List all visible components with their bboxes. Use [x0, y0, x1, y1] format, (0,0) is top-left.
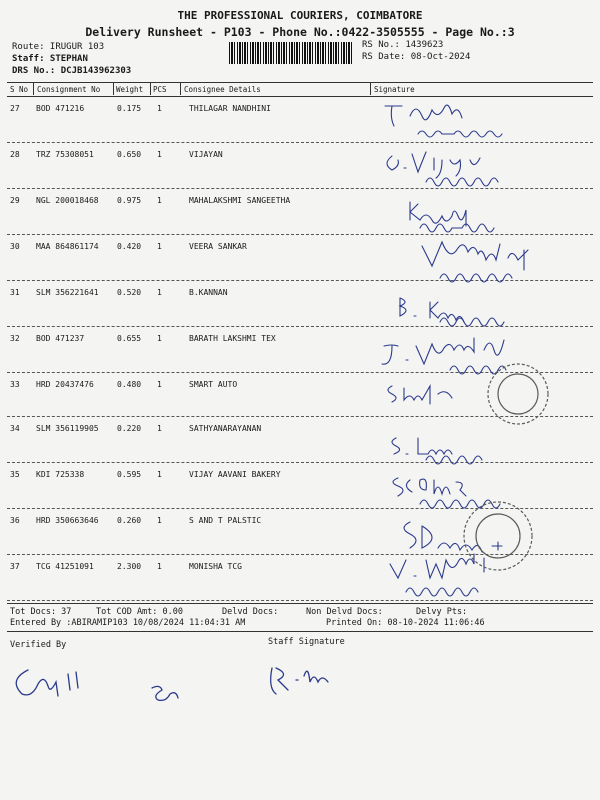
row-pcs: 1 — [157, 562, 162, 571]
row-pcs: 1 — [157, 242, 162, 251]
row-consignment: SLM 356221641 — [36, 288, 99, 297]
row-weight: 0.260 — [117, 516, 142, 525]
table-row — [0, 470, 600, 516]
row-consignment: MAA 864861174 — [36, 242, 99, 251]
row-weight: 0.975 — [117, 196, 142, 205]
table-top-rule — [7, 82, 593, 83]
row-pcs: 1 — [157, 470, 162, 479]
col-signature: Signature — [374, 85, 415, 94]
runsheet-subtitle: Delivery Runsheet - P103 - Phone No.:0422-3505555 - Page No.:3 — [85, 25, 515, 39]
row-sno: 31 — [10, 288, 20, 297]
staff-label: Staff: STEPHAN — [12, 54, 88, 64]
row-sno: 30 — [10, 242, 20, 251]
row-consignee: VEERA SANKAR — [189, 242, 247, 251]
company-title: THE PROFESSIONAL COURIERS, COIMBATORE — [177, 9, 423, 22]
row-sno: 28 — [10, 150, 20, 159]
rs-date: RS Date: 08-Oct-2024 — [362, 52, 471, 62]
row-consignment: SLM 356119905 — [36, 424, 99, 433]
col-consignee: Consignee Details — [184, 85, 261, 94]
verified-by-label: Verified By — [10, 640, 67, 650]
row-consignment: NGL 200018468 — [36, 196, 99, 205]
entered-by: Entered By :ABIRAMIP103 10/08/2024 11:04:31 AM — [10, 618, 246, 628]
row-sno: 27 — [10, 104, 20, 113]
col-sno: S No — [10, 85, 29, 94]
drs-number: DRS No.: DCJB143962303 — [12, 66, 132, 76]
row-consignee: MONISHA TCG — [189, 562, 242, 571]
row-consignment: BOD 471216 — [36, 104, 85, 113]
table-row — [0, 516, 600, 562]
non-delivered-docs: Non Delvd Docs: — [306, 607, 383, 617]
row-sno: 34 — [10, 424, 20, 433]
barcode — [229, 42, 353, 64]
delivered-docs: Delvd Docs: — [222, 607, 279, 617]
col-consignment: Consignment No — [37, 85, 101, 94]
row-weight: 0.595 — [117, 470, 142, 479]
row-sno: 37 — [10, 562, 20, 571]
table-row — [0, 150, 600, 196]
row-pcs: 1 — [157, 380, 162, 389]
row-consignee: MAHALAKSHMI SANGEETHA — [189, 196, 291, 205]
row-weight: 0.520 — [117, 288, 142, 297]
rs-number: RS No.: 1439623 — [362, 40, 444, 50]
footer-signatures — [0, 648, 360, 708]
row-pcs: 1 — [157, 288, 162, 297]
row-consignee: SMART AUTO — [189, 380, 238, 389]
table-row — [0, 424, 600, 470]
row-consignment: KDI 725338 — [36, 470, 85, 479]
row-weight: 2.300 — [117, 562, 142, 571]
row-sno: 36 — [10, 516, 20, 525]
delivery-points: Delvy Pts: — [416, 607, 468, 617]
table-header-rule — [7, 96, 593, 97]
route-label: Route: IRUGUR 103 — [12, 42, 105, 52]
table-row — [0, 334, 600, 380]
row-consignment: BOD 471237 — [36, 334, 85, 343]
table-row — [0, 242, 600, 288]
row-weight: 0.175 — [117, 104, 142, 113]
row-pcs: 1 — [157, 424, 162, 433]
staff-signature-label: Staff Signature — [268, 637, 345, 647]
row-sno: 29 — [10, 196, 20, 205]
row-consignee: THILAGAR NANDHINI — [189, 104, 271, 113]
row-weight: 0.420 — [117, 242, 142, 251]
table-row — [0, 196, 600, 242]
row-consignment: TCG 41251091 — [36, 562, 94, 571]
row-sno: 32 — [10, 334, 20, 343]
table-row — [0, 562, 600, 608]
row-weight: 0.655 — [117, 334, 142, 343]
row-consignment: HRD 20437476 — [36, 380, 94, 389]
row-consignment: TRZ 75308051 — [36, 150, 94, 159]
row-pcs: 1 — [157, 150, 162, 159]
total-cod: Tot COD Amt: 0.00 — [96, 607, 183, 617]
row-weight: 0.650 — [117, 150, 142, 159]
table-row — [0, 104, 600, 150]
row-consignee: VIJAYAN — [189, 150, 223, 159]
row-consignee: VIJAY AAVANI BAKERY — [189, 470, 281, 479]
printed-on: Printed On: 08-10-2024 11:06:46 — [326, 618, 485, 628]
row-pcs: 1 — [157, 104, 162, 113]
row-weight: 0.220 — [117, 424, 142, 433]
table-row — [0, 288, 600, 334]
table-row — [0, 380, 600, 426]
row-pcs: 1 — [157, 516, 162, 525]
total-docs: Tot Docs: 37 — [10, 607, 72, 617]
row-pcs: 1 — [157, 196, 162, 205]
row-consignee: SATHYANARAYANAN — [189, 424, 262, 433]
row-consignee: B.KANNAN — [189, 288, 228, 297]
row-weight: 0.480 — [117, 380, 142, 389]
col-weight: Weight — [116, 85, 144, 94]
row-sno: 35 — [10, 470, 20, 479]
row-sno: 33 — [10, 380, 20, 389]
row-consignee: BARATH LAKSHMI TEX — [189, 334, 276, 343]
row-pcs: 1 — [157, 334, 162, 343]
col-pcs: PCS — [153, 85, 167, 94]
row-consignee: S AND T PALSTIC — [189, 516, 262, 525]
row-consignment: HRD 350663646 — [36, 516, 99, 525]
